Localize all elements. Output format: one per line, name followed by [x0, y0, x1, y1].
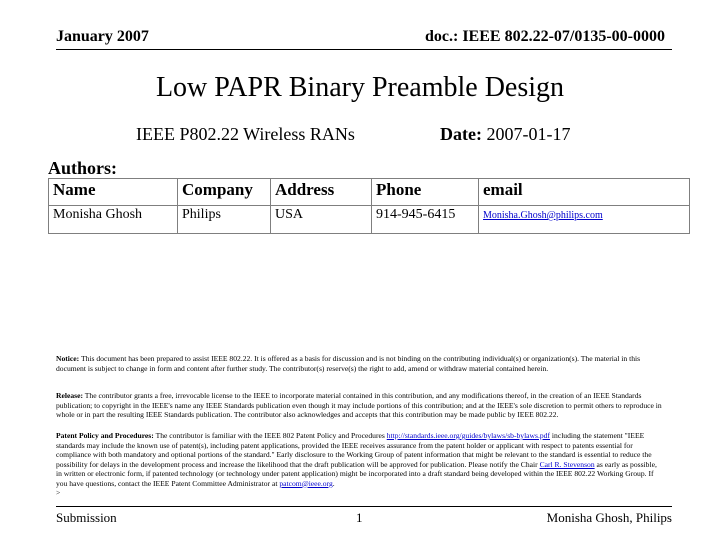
column-header-email: email — [479, 179, 690, 206]
footer-author: Monisha Ghosh, Philips — [546, 510, 672, 525]
release-text: The contributor grants a free, irrevocable license to the IEEE to incorporate material contained in this contribution, and any modifications thereof, in the creation of an IEEE Standards publication; to copyright in the IEEE's name any IEEE Standards publication even though it may include portions of this contribution; and at the IEEE's sole discretion to permit others to reproduce in whole or in part the resulting IEEE Standards publication. The contributor also acknowledges and accepts that this contribution may be made public by IEEE 802.22. — [56, 391, 662, 419]
table-row — [49, 206, 690, 234]
date-value: 2007-01-17 — [486, 124, 571, 144]
header-rule — [56, 49, 672, 50]
patent-policy-link[interactable]: http://standards.ieee.org/guides/bylaws/sb-bylaws.pdf — [386, 431, 551, 440]
working-group: IEEE P802.22 Wireless RANs — [136, 124, 355, 144]
author-address: USA — [271, 206, 372, 234]
authors-label: Authors: — [48, 158, 118, 178]
column-header-company: Company — [178, 179, 271, 206]
patent-text-1: The contributor is familiar with the IEEE 802 Patent Policy and Procedures — [155, 431, 385, 440]
patent-paragraph — [56, 431, 664, 498]
column-header-address: Address — [271, 179, 372, 206]
patent-tail: . — [332, 478, 335, 488]
author-email-link[interactable]: Monisha.Ghosh@philips.com — [479, 206, 690, 234]
patcom-email-link[interactable]: patcom@ieee.org — [279, 478, 333, 488]
column-header-name: Name — [49, 179, 178, 206]
patent-text-2: including the statement "IEEE standards may include the known use of patent(s), including patent applications, provided the IEEE receives assurance from the patent holder or applicant with respect to patents essential for compliance with both mandatory and optional portions of the standard." Early disclosure to the Working Group of patent information that might be relevant to the standard is essential to reduce the possibility for delays in the development process and increase the likelihood that the draft publication will be approved for publication. Please notify the Chair — [56, 431, 652, 469]
release-paragraph — [56, 391, 664, 420]
notice-text: This document has been prepared to assist IEEE 802.22. It is offered as a basis for discussion and is not binding on the contributing individual(s) or organization(s). The material in this document is subject to change in form and content after further study. The contributor(s) reserve(s) the right to add, amend or withdraw material contained herein. — [56, 354, 641, 373]
release-label: Release: — [56, 391, 83, 400]
table-header-row — [49, 179, 690, 206]
patent-text-3: as early as possible, in written or electronic form, if patented technology (or technology under patent application) might be incorporated into a draft standard being developed within the IEEE 802.22 Working Group. If you have questions, contact the IEEE Patent Committee Administrator at — [56, 459, 657, 488]
page-title: Low PAPR Binary Preamble Design — [155, 72, 565, 103]
footer-rule — [56, 506, 672, 507]
author-phone: 914-945-6415 — [372, 206, 479, 234]
date-label: Date: — [440, 124, 482, 144]
patent-label: Patent Policy and Procedures: — [56, 431, 154, 440]
column-header-phone: Phone — [372, 179, 479, 206]
header-date: January 2007 — [56, 28, 149, 45]
authors-table — [48, 178, 690, 234]
notice-paragraph — [56, 354, 664, 373]
chair-link[interactable]: Carl R. Stevenson — [539, 459, 595, 469]
date-line — [440, 124, 570, 145]
footer-submission: Submission — [56, 510, 117, 525]
stray-char: > — [56, 488, 61, 497]
notice-label: Notice: — [56, 354, 80, 363]
author-company: Philips — [178, 206, 271, 234]
author-name: Monisha Ghosh — [49, 206, 178, 234]
footer-page-number: 1 — [356, 510, 363, 525]
header-doc-id: doc.: IEEE 802.22-07/0135-00-0000 — [425, 28, 665, 45]
